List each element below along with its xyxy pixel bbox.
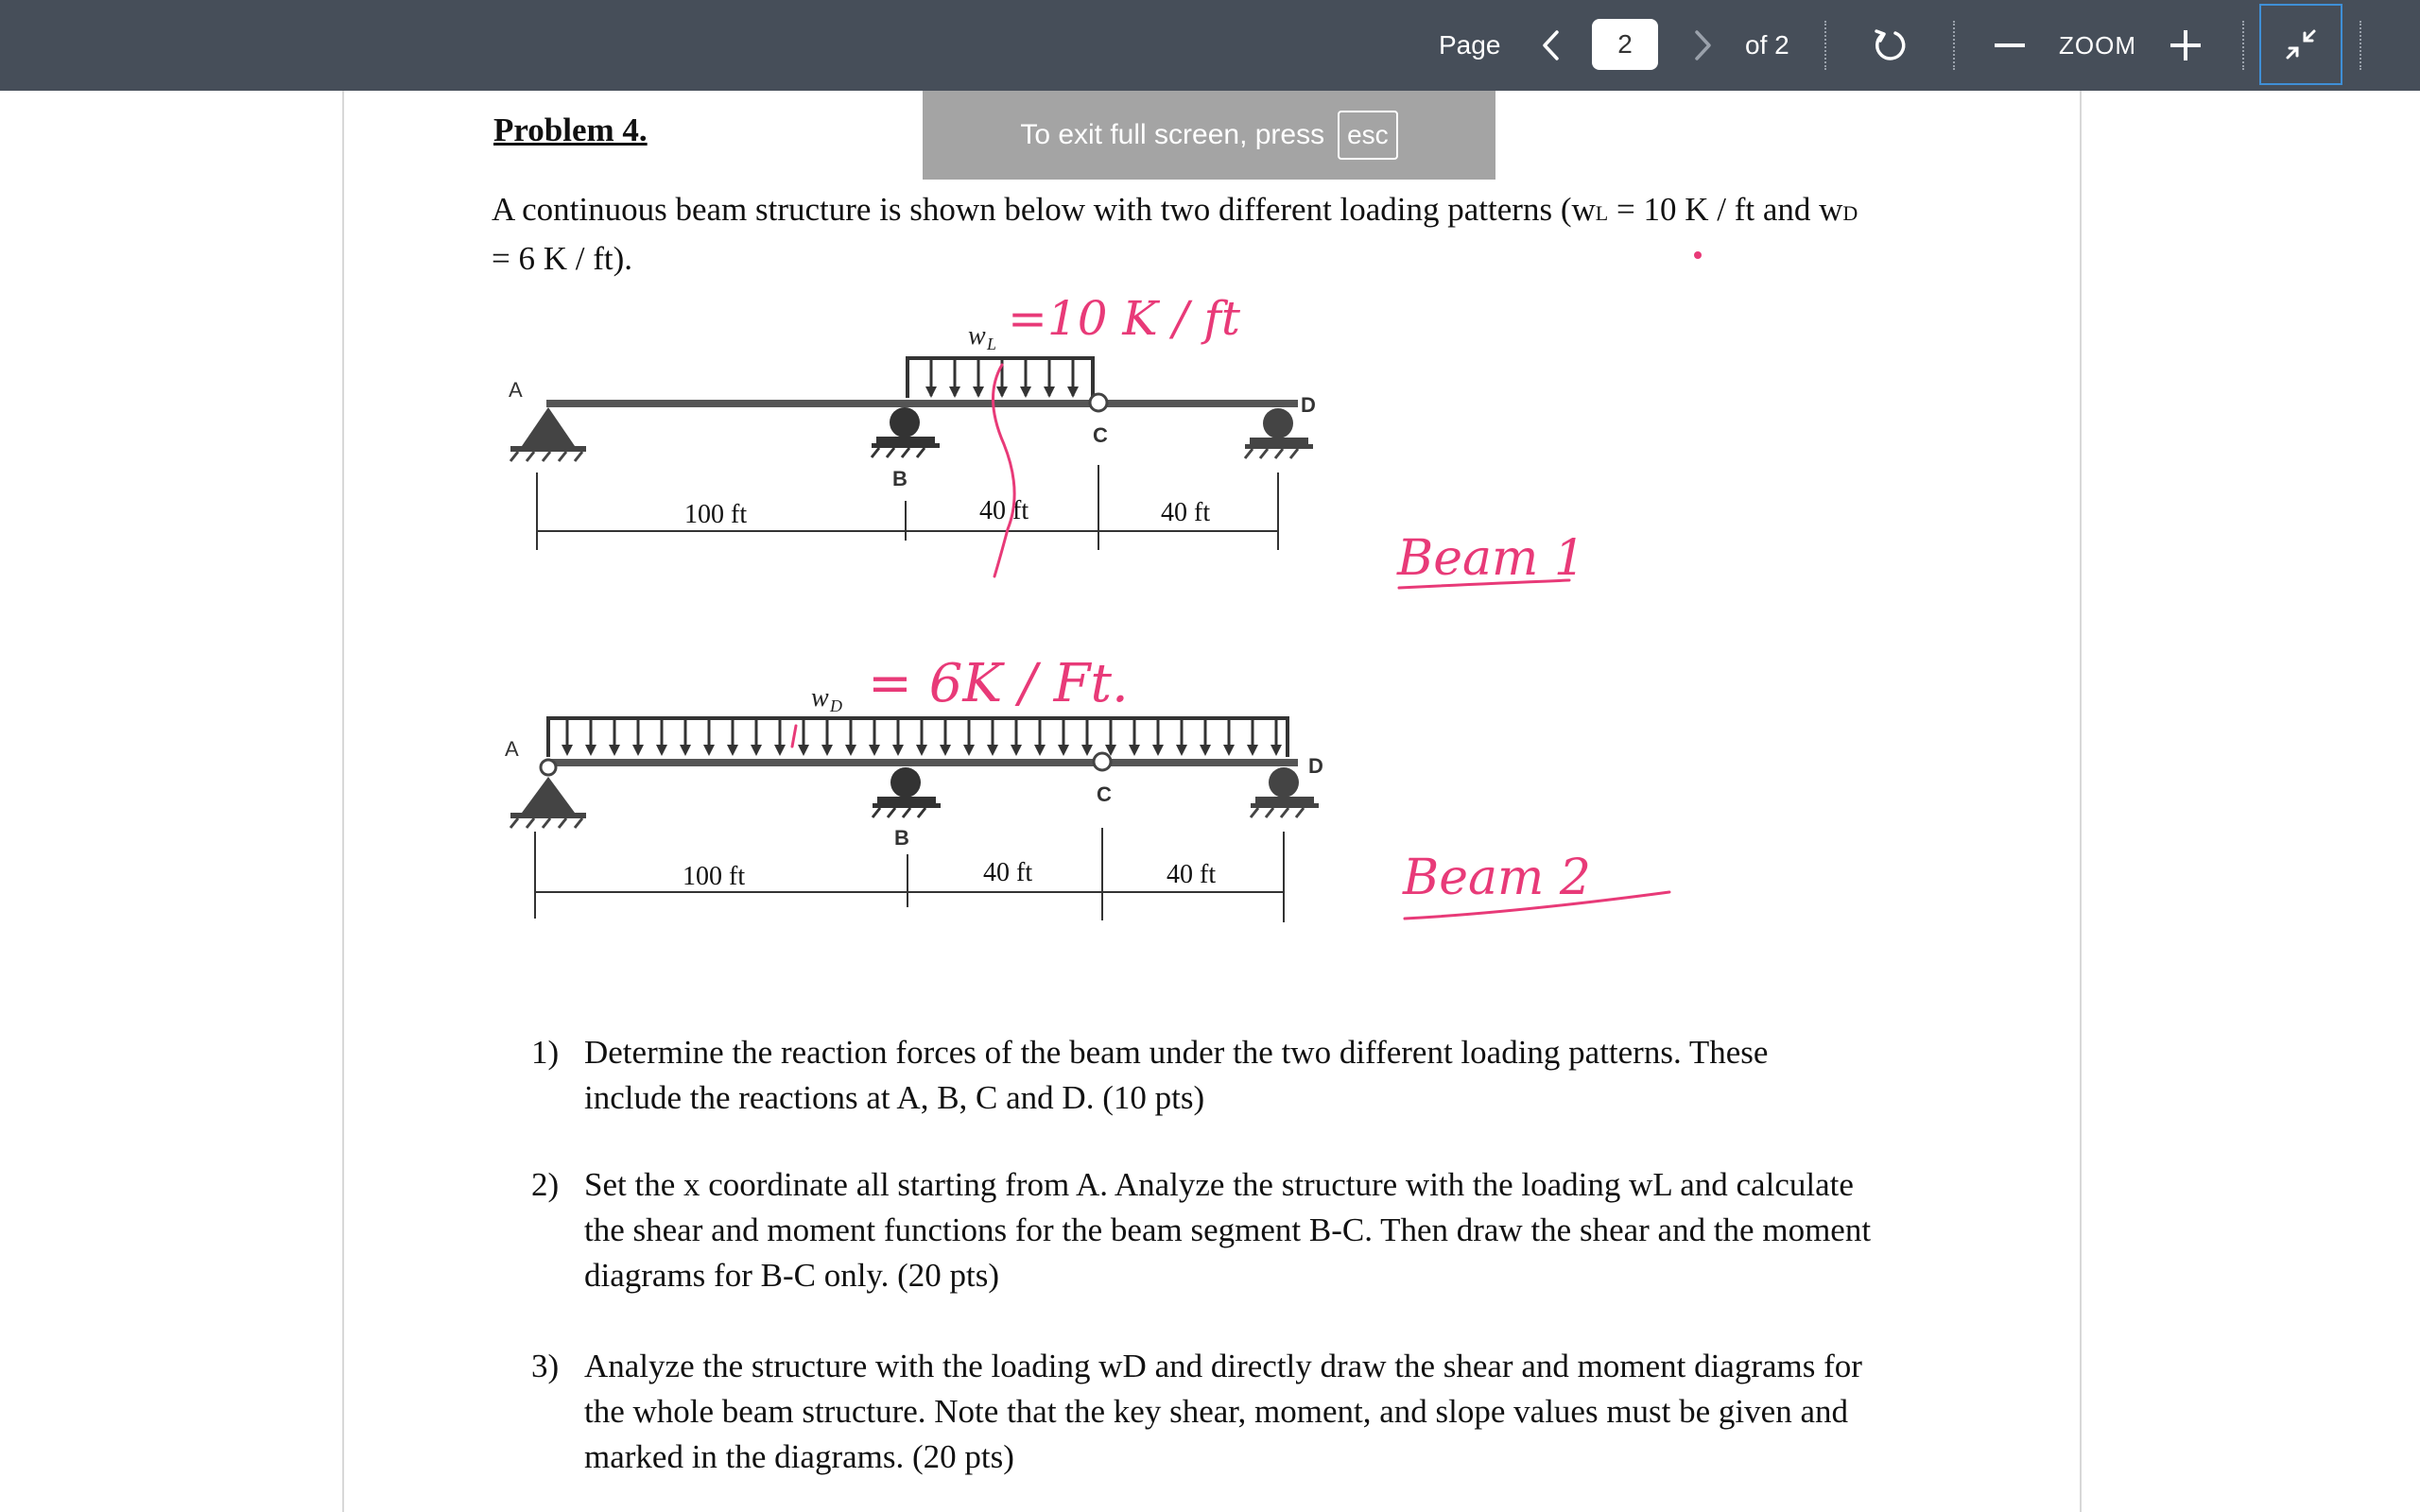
fullscreen-exit-notice [923, 91, 1495, 180]
load-arrow-head [1152, 745, 1164, 756]
load-arrow-head [845, 745, 856, 756]
beam-1-support-a [510, 407, 586, 461]
ink-tick [792, 726, 796, 747]
fullscreen-notice-text: To exit full screen, press [1020, 119, 1325, 150]
load-arrow-head [1129, 745, 1140, 756]
load-arrow-head [798, 745, 809, 756]
beam-2-load-arrows [562, 720, 1282, 756]
question-3-line-3: marked in the diagrams. (20 pts) [584, 1438, 1014, 1475]
question-2-number: 2) [531, 1166, 560, 1203]
intro-text-2: = 10 K / ft and w [1608, 191, 1843, 228]
load-arrow-head [1200, 745, 1211, 756]
intro-text-1: A continuous beam structure is shown below with two different loading patterns (w [492, 191, 1596, 228]
esc-key-badge: esc [1338, 111, 1398, 160]
annotation-beam1-label: Beam 1 [1397, 530, 1585, 587]
load-arrow-head [1270, 745, 1282, 756]
beam-1-label-d: D [1301, 393, 1316, 417]
question-3-line-1: Analyze the structure with the loading wD and directly draw the shear and moment diagrams for [584, 1348, 1862, 1384]
annotation-beam1-load: =10 K / ft [1008, 291, 1240, 346]
beam-2-load-label: w [811, 683, 829, 713]
annotation-beam2-label: Beam 2 [1403, 850, 1591, 906]
load-arrow-head [727, 745, 738, 756]
load-arrow-head [1223, 745, 1235, 756]
page-number-input[interactable]: 2 [1592, 19, 1658, 70]
question-2-line-1: Set the x coordinate all starting from A. Analyze the structure with the loading wL and calculate [584, 1166, 1854, 1203]
question-3-line-2: the whole beam structure. Note that the key shear, moment, and slope values must be given and [584, 1393, 1848, 1430]
question-1-line-2: include the reactions at A, B, C and D. (10 pts) [584, 1079, 1205, 1116]
load-arrow-head [892, 745, 904, 756]
annotation-beam2-load: = 6K / Ft. [868, 653, 1129, 714]
load-arrow-head [963, 745, 975, 756]
load-arrow-head [1034, 745, 1046, 756]
intro-sub-l: L [1595, 201, 1609, 225]
beam-2-span-bc: 40 ft [983, 858, 1033, 887]
beam-2-label-c: C [1097, 782, 1112, 806]
load-arrow-head [916, 745, 927, 756]
beam-1-load-wl [906, 356, 1095, 398]
beam-2-support-a [510, 760, 586, 828]
load-arrow-head [821, 745, 833, 756]
beam-2-support-b [873, 767, 941, 817]
beam-1-figure [509, 321, 1316, 550]
beam-2-label-a: A [505, 737, 519, 761]
page-label: Page [1439, 30, 1501, 60]
load-arrow-head [656, 745, 667, 756]
beam-1-label-a: A [509, 378, 523, 402]
beam-2-figure [505, 683, 1323, 922]
beam-1-label-c: C [1093, 423, 1108, 447]
problem-title: Problem 4. [493, 112, 648, 148]
load-arrow-head [751, 745, 762, 756]
beam-1-span-ab: 100 ft [684, 500, 748, 529]
load-arrow-head [1247, 745, 1258, 756]
beam-1-span-cd: 40 ft [1161, 498, 1211, 527]
load-arrow-head [703, 745, 715, 756]
beam-2-load-wd [546, 716, 1289, 757]
question-2-line-2: the shear and moment functions for the beam segment B-C. Then draw the shear and the moment [584, 1211, 1872, 1248]
beam-1-member [546, 400, 1298, 407]
load-arrow-head [680, 745, 691, 756]
load-arrow-head [632, 745, 644, 756]
load-arrow-head [585, 745, 596, 756]
beam-1-label-b: B [892, 467, 908, 490]
load-arrow-head [774, 745, 786, 756]
load-arrow-head [987, 745, 998, 756]
question-1-line-1: Determine the reaction forces of the beam under the two different loading patterns. These [584, 1034, 1769, 1071]
beam-2-span-ab: 100 ft [683, 862, 746, 891]
load-arrow-head [869, 745, 880, 756]
beam-2-member [546, 759, 1298, 766]
question-1-number: 1) [531, 1034, 560, 1071]
load-arrow-head [1058, 745, 1069, 756]
question-2-line-3: diagrams for B-C only. (20 pts) [584, 1257, 1000, 1294]
intro-sub-d: D [1842, 201, 1858, 225]
beam-2-hinge-c [1094, 753, 1111, 770]
beam-1-load-label: w [968, 321, 986, 351]
beam-2-label-d: D [1308, 754, 1323, 778]
beam-2-label-b: B [894, 826, 909, 850]
beam-2-load-sub: D [830, 696, 842, 715]
intro-text-3: = 6 K / ft). [492, 240, 633, 277]
beam-1-span-bc: 40 ft [979, 496, 1029, 525]
ink-dot [1694, 251, 1702, 259]
load-arrow-head [1176, 745, 1187, 756]
beam-1-hinge-c [1090, 394, 1107, 411]
load-arrow-head [940, 745, 951, 756]
load-arrow-head [609, 745, 620, 756]
beam-2-span-cd: 40 ft [1167, 860, 1217, 889]
load-arrow-head [1081, 745, 1093, 756]
ink-stroke [993, 365, 1014, 576]
beam-1-support-b [872, 407, 940, 457]
handwritten-annotations [868, 291, 1591, 906]
beam-1-load-sub: L [987, 335, 997, 353]
zoom-label: ZOOM [2059, 30, 2136, 60]
load-arrow-head [1011, 745, 1022, 756]
load-arrow-head [562, 745, 573, 756]
page-count-label: of 2 [1745, 30, 1789, 60]
question-3-number: 3) [531, 1348, 560, 1384]
